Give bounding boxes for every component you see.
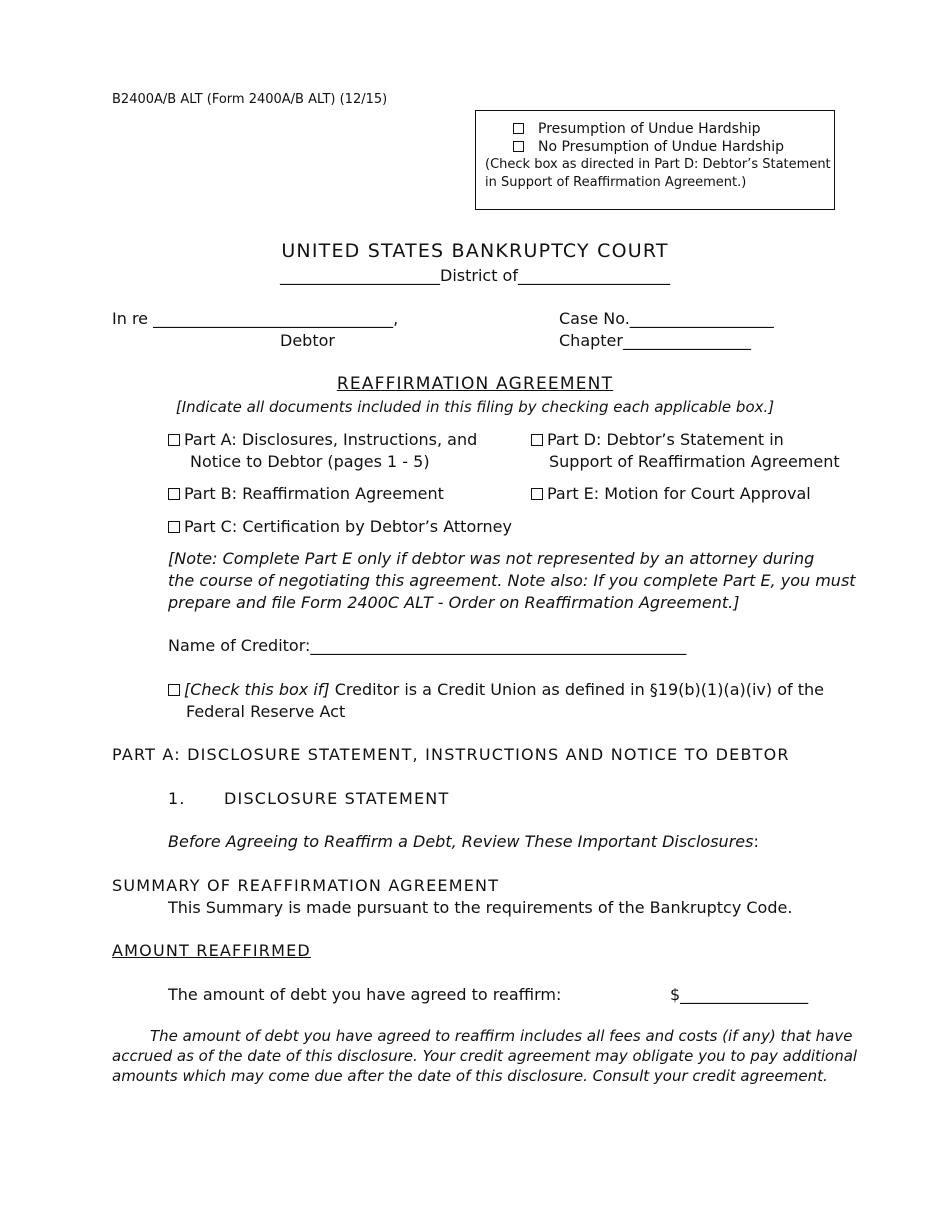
note-line2: the course of negotiating this agreement. Note also: If you complete Part E, you must <box>168 571 856 590</box>
disclosure-statement-title: DISCLOSURE STATEMENT <box>224 789 450 808</box>
credit-union-checkbox-row[interactable] <box>168 680 824 699</box>
part-a-label: Part A: Disclosures, Instructions, and <box>184 430 478 449</box>
before-agreeing-text: Before Agreeing to Reaffirm a Debt, Review These Important Disclosures <box>168 832 754 851</box>
amount-reaffirmed-heading: AMOUNT REAFFIRMED <box>112 941 311 960</box>
hardship-note-line2: in Support of Reaffirmation Agreement.) <box>485 175 747 190</box>
form-id: B2400A/B ALT (Form 2400A/B ALT) (12/15) <box>112 92 388 107</box>
checkbox-icon[interactable] <box>168 434 180 446</box>
court-title: UNITED STATES BANKRUPTCY COURT <box>281 240 669 262</box>
in-re-line: In re ______________________________, <box>112 309 399 328</box>
checklist-part-b[interactable] <box>168 484 444 503</box>
before-agreeing-colon: : <box>753 832 759 851</box>
district-line: ____________________District of___________________ <box>280 266 670 285</box>
creditor-name-field[interactable]: Name of Creditor:_______________________________________________ <box>168 636 687 655</box>
checklist-part-e[interactable] <box>531 484 811 503</box>
hardship-option-label: No Presumption of Undue Hardship <box>538 139 785 155</box>
hardship-option-label: Presumption of Undue Hardship <box>538 121 761 137</box>
checklist-part-a[interactable] <box>168 430 477 449</box>
part-d-label-line2: Support of Reaffirmation Agreement <box>549 452 840 471</box>
item-number: 1. <box>168 789 186 808</box>
part-a-heading: PART A: DISCLOSURE STATEMENT, INSTRUCTIONS AND NOTICE TO DEBTOR <box>112 745 790 764</box>
credit-union-label-line2: Federal Reserve Act <box>186 702 346 721</box>
debtor-label: Debtor <box>280 331 335 350</box>
credit-union-label: Creditor is a Credit Union as defined in §19(b)(1)(a)(iv) of the <box>329 680 824 699</box>
checklist-part-c[interactable] <box>168 517 512 536</box>
case-number-line: Case No.__________________ <box>559 309 774 328</box>
hardship-option-presumption[interactable] <box>513 121 761 137</box>
part-a-label-line2: Notice to Debtor (pages 1 - 5) <box>190 452 430 471</box>
amount-field[interactable]: $________________ <box>670 985 809 1004</box>
summary-text: This Summary is made pursuant to the requirements of the Bankruptcy Code. <box>168 898 793 917</box>
note-line3: prepare and file Form 2400C ALT - Order on Reaffirmation Agreement.] <box>168 593 740 612</box>
part-d-label: Part D: Debtor’s Statement in <box>547 430 784 449</box>
checkbox-icon[interactable] <box>531 488 543 500</box>
checkbox-icon[interactable] <box>168 488 180 500</box>
checkbox-icon[interactable] <box>513 123 524 134</box>
checkbox-icon[interactable] <box>168 521 180 533</box>
chapter-line: Chapter________________ <box>559 331 751 350</box>
amount-paragraph-line3: amounts which may come due after the date of this disclosure. Consult your credit agreement. <box>112 1067 828 1085</box>
part-c-label: Part C: Certification by Debtor’s Attorney <box>184 517 512 536</box>
checkbox-icon[interactable] <box>513 141 524 152</box>
hardship-option-no-presumption[interactable] <box>513 139 784 155</box>
part-e-label: Part E: Motion for Court Approval <box>547 484 811 503</box>
checklist-part-d[interactable] <box>531 430 784 449</box>
checkbox-icon[interactable] <box>168 684 180 696</box>
credit-union-instruction: [Check this box if] <box>184 680 330 699</box>
amount-label: The amount of debt you have agreed to reaffirm: <box>168 985 562 1004</box>
part-b-label: Part B: Reaffirmation Agreement <box>184 484 444 503</box>
hardship-note-line1: (Check box as directed in Part D: Debtor’s Statement <box>485 157 831 172</box>
agreement-title: REAFFIRMATION AGREEMENT <box>336 374 614 394</box>
amount-paragraph-line2: accrued as of the date of this disclosure. Your credit agreement may obligate you to pay additional <box>112 1047 858 1065</box>
summary-heading: SUMMARY OF REAFFIRMATION AGREEMENT <box>112 876 500 895</box>
before-agreeing-line <box>168 832 759 851</box>
amount-paragraph-line1: The amount of debt you have agreed to reaffirm includes all fees and costs (if any) that have <box>150 1027 853 1045</box>
note-line1: [Note: Complete Part E only if debtor was not represented by an attorney during <box>168 549 815 568</box>
checkbox-icon[interactable] <box>531 434 543 446</box>
agreement-instruction: [Indicate all documents included in this filing by checking each applicable box.] <box>175 398 775 416</box>
